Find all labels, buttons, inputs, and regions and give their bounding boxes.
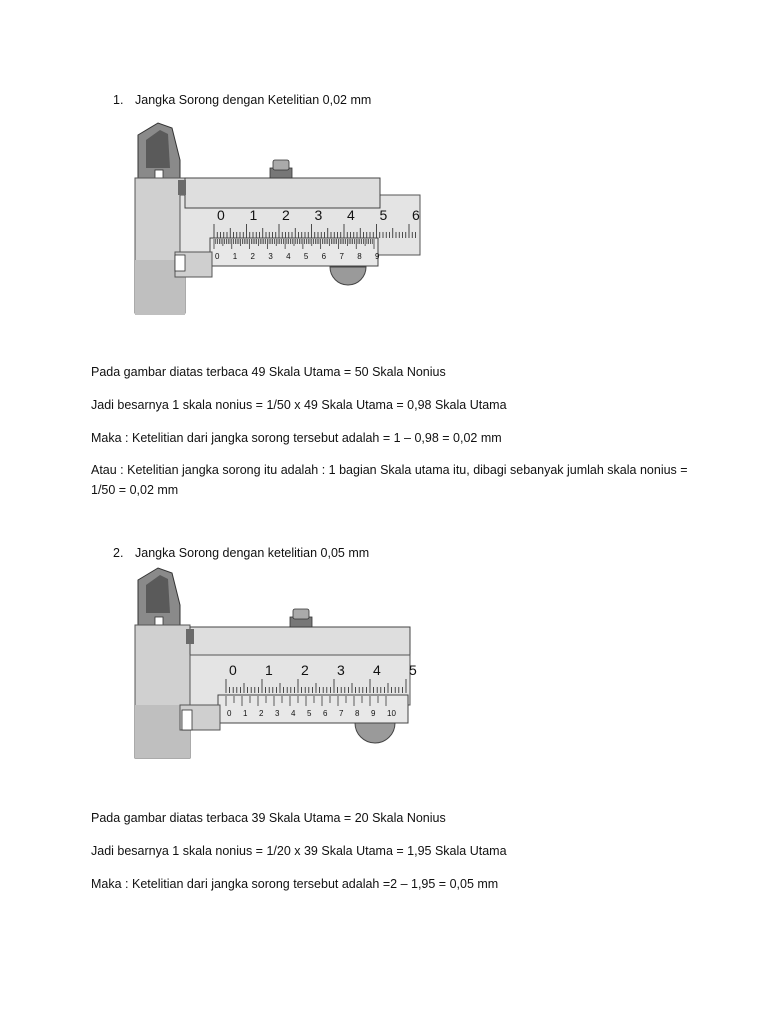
main-scale-label: 4 — [373, 662, 381, 678]
section-1-heading — [113, 93, 371, 107]
main-scale-label: 1 — [265, 662, 273, 678]
section-1-paragraph-4: Atau : Ketelitian jangka sorong itu adalah : 1 bagian Skala utama itu, dibagi sebanyak jumlah skala nonius = 1/50 = 0,02 mm — [91, 463, 688, 497]
vernier-label: 1 — [232, 252, 238, 261]
main-scale-label: 0 — [229, 662, 237, 678]
section-1-paragraph-2: Jadi besarnya 1 skala nonius = 1/50 x 49 Skala Utama = 0,98 Skala Utama — [91, 398, 507, 412]
main-scale-label: 5 — [409, 662, 417, 678]
section-2-title: Jangka Sorong dengan ketelitian 0,05 mm — [135, 546, 370, 560]
vernier-label: 10 — [387, 709, 396, 718]
vernier-label: 6 — [323, 709, 328, 718]
vernier-label: 3 — [268, 252, 273, 261]
main-scale-label: 0 — [217, 207, 225, 223]
vernier-label: 3 — [275, 709, 280, 718]
section-2-paragraph-3: Maka : Ketelitian dari jangka sorong tersebut adalah =2 – 1,95 = 0,05 mm — [91, 877, 499, 891]
vernier-label: 2 — [259, 709, 264, 718]
main-scale-label: 4 — [347, 207, 355, 223]
vernier-label: 9 — [375, 252, 380, 261]
section-1-paragraph-1: Pada gambar diatas terbaca 49 Skala Utama = 50 Skala Nonius — [91, 365, 446, 379]
main-scale-label: 1 — [249, 207, 258, 223]
vernier-label: 8 — [357, 252, 362, 261]
section-2-heading — [113, 546, 369, 560]
section-2-paragraph-2: Jadi besarnya 1 skala nonius = 1/20 x 39 Skala Utama = 1,95 Skala Utama — [91, 844, 507, 858]
vernier-label: 0 — [227, 709, 232, 718]
vernier-label: 8 — [355, 709, 360, 718]
main-scale-label: 6 — [412, 207, 420, 223]
vernier-caliper-figure-2 — [130, 565, 430, 760]
main-scale-label: 2 — [301, 662, 309, 678]
section-2-number: 2. — [113, 546, 124, 560]
section-1-title: Jangka Sorong dengan Ketelitian 0,02 mm — [135, 93, 372, 107]
main-scale-label: 3 — [337, 662, 345, 678]
vernier-label: 5 — [307, 709, 312, 718]
section-2-paragraph-1: Pada gambar diatas terbaca 39 Skala Utama = 20 Skala Nonius — [91, 811, 446, 825]
vernier-label: 0 — [215, 252, 220, 261]
vernier-label: 7 — [339, 709, 344, 718]
vernier-label: 9 — [371, 709, 376, 718]
vernier-label: 1 — [243, 709, 248, 718]
section-1-number: 1. — [113, 93, 124, 107]
vernier-label: 6 — [321, 252, 327, 261]
vernier-label: 5 — [303, 252, 309, 261]
vernier-caliper-figure-1 — [130, 120, 430, 315]
vernier-label: 4 — [286, 252, 291, 261]
vernier-label: 7 — [339, 252, 344, 261]
main-scale-label: 3 — [314, 207, 323, 223]
main-scale-label: 2 — [282, 207, 290, 223]
vernier-label: 2 — [250, 252, 256, 261]
vernier-label: 4 — [291, 709, 296, 718]
main-scale-label: 5 — [379, 207, 388, 223]
section-1-paragraph-3: Maka : Ketelitian dari jangka sorong tersebut adalah = 1 – 0,98 = 0,02 mm — [91, 431, 502, 445]
